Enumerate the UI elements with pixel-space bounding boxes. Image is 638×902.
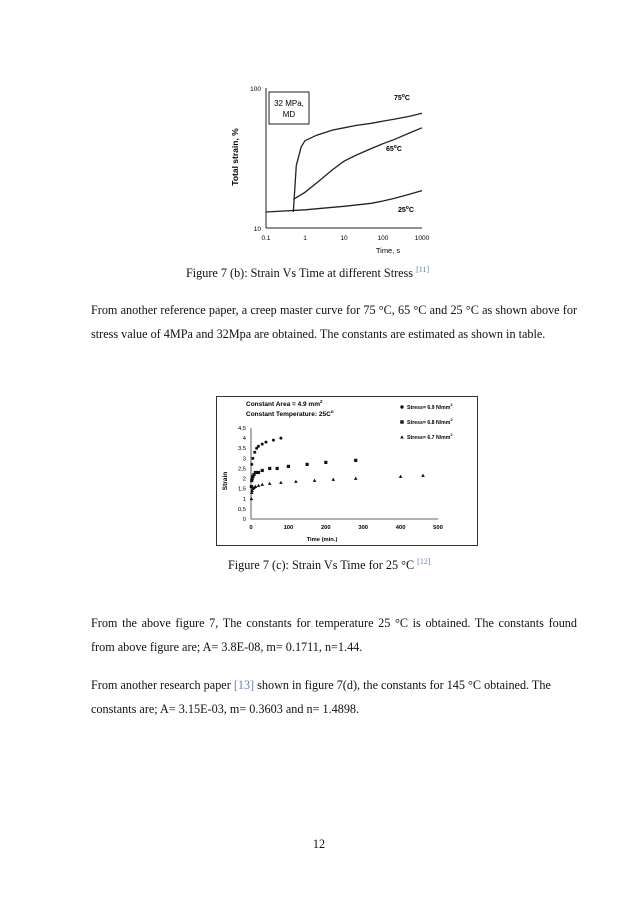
x-tick-label: 300	[358, 525, 369, 531]
data-point-circle	[279, 437, 282, 440]
figure-7b-chart	[226, 82, 452, 262]
x-tick-label: 500	[433, 525, 443, 531]
annotation-line-2: MD	[282, 110, 296, 119]
data-point-square	[268, 467, 271, 470]
header-line-1: Constant Area = 4.9 $mm^2$	[246, 399, 323, 408]
paragraph-1: From another reference paper, a creep master curve for 75 °C, 65 °C and 25 °C as shown above for stress value of 4MPa and 32Mpa are obtained. The constants are estimated as shown in table.	[91, 303, 577, 341]
data-point-circle	[257, 445, 260, 448]
y-axis-label: Total strain, %	[230, 128, 240, 186]
x-tick-label: 0.1	[261, 235, 271, 242]
citation-ref: [13]	[233, 678, 255, 692]
x-tick-label: 1	[303, 235, 307, 242]
data-point-square	[324, 461, 327, 464]
y-tick-label: 10	[253, 226, 261, 233]
annotation-line-1: 32 MPa,	[274, 99, 304, 108]
series-line-75c	[293, 113, 422, 212]
y-tick-label: 100	[250, 86, 261, 93]
paragraph-3-text-a: From another research paper	[91, 678, 231, 692]
paragraph-3-text-b: shown in figure 7(d), the constants for 145 °C obtained. The constants are; A= 3.15E-03, m= 0.3603 and n= 1.4898.	[91, 678, 551, 716]
y-tick-label: 2,5	[237, 466, 246, 473]
legend	[400, 402, 453, 441]
x-tick-label: 1000	[414, 235, 430, 242]
data-point-circle	[272, 439, 275, 442]
data-point-circle	[251, 457, 254, 460]
y-axis-label: Strain	[222, 471, 229, 491]
y-tick-label: 4	[242, 436, 246, 443]
x-tick-label: 100	[283, 525, 294, 531]
data-point-square	[257, 471, 260, 474]
y-tick-label: 1	[242, 496, 246, 503]
figure-7c-caption	[228, 557, 430, 573]
series-label-25c: 25$^o$C	[398, 205, 414, 214]
x-tick-label: 0	[249, 525, 253, 531]
figure-7c-chart	[216, 396, 478, 546]
citation-ref: [12]	[417, 557, 431, 566]
legend-entry-2: Stress= 6.8 $N/mm^2$	[407, 417, 453, 426]
y-tick-label: 3,5	[237, 446, 246, 453]
x-tick-label: 200	[320, 525, 331, 531]
series-line-65c	[293, 128, 422, 200]
annotation-box	[269, 92, 309, 124]
y-tick-label: 1,5	[237, 486, 246, 493]
data-point-circle	[261, 443, 264, 446]
caption-text: Figure 7 (b): Strain Vs Time at different Stress	[186, 266, 414, 281]
page-number: 12	[312, 837, 326, 851]
y-tick-label: 4,5	[237, 426, 246, 432]
header-line-2: Constant Temperature: $25C^o$	[246, 409, 334, 418]
legend-entry-1: Stress= 6.9 $N/mm^2$	[407, 402, 453, 411]
data-point-circle	[253, 451, 256, 454]
data-point-square	[254, 471, 257, 474]
legend-marker-square	[400, 420, 403, 423]
x-axis-label: Time (min.)	[306, 537, 338, 543]
series-label-75c: 75$^o$C	[394, 93, 410, 102]
figure-7b-caption	[186, 265, 429, 281]
paragraph-2: From the above figure 7, The constants for temperature 25 °C is obtained. The constants found from above figure are; A= 3.8E-08, m= 0.1711, n=1.44.	[91, 616, 577, 654]
y-tick-label: 2	[242, 476, 246, 483]
legend-entry-3: Stress= 6.7 $N/mm^2$	[407, 432, 453, 441]
series-label-65c: 65$^o$C	[386, 144, 402, 153]
x-tick-label: 400	[395, 525, 406, 531]
y-tick-label: 0	[242, 517, 246, 523]
x-tick-label: 100	[377, 235, 389, 242]
y-tick-label: 0,5	[237, 506, 246, 513]
y-tick-label: 3	[242, 456, 246, 463]
data-point-square	[354, 459, 357, 462]
data-point-square	[261, 469, 264, 472]
data-point-square	[276, 467, 279, 470]
x-tick-label: 10	[340, 235, 348, 242]
data-point-square	[287, 465, 290, 468]
data-point-square	[306, 463, 309, 466]
x-axis-label: Time, s	[375, 246, 401, 255]
caption-text: Figure 7 (c): Strain Vs Time for 25 °C	[228, 558, 415, 573]
data-point-circle	[250, 463, 253, 466]
citation-ref: [11]	[416, 265, 430, 274]
legend-marker-circle	[400, 405, 403, 408]
data-point-circle	[264, 441, 267, 444]
paragraph-3	[91, 673, 577, 721]
